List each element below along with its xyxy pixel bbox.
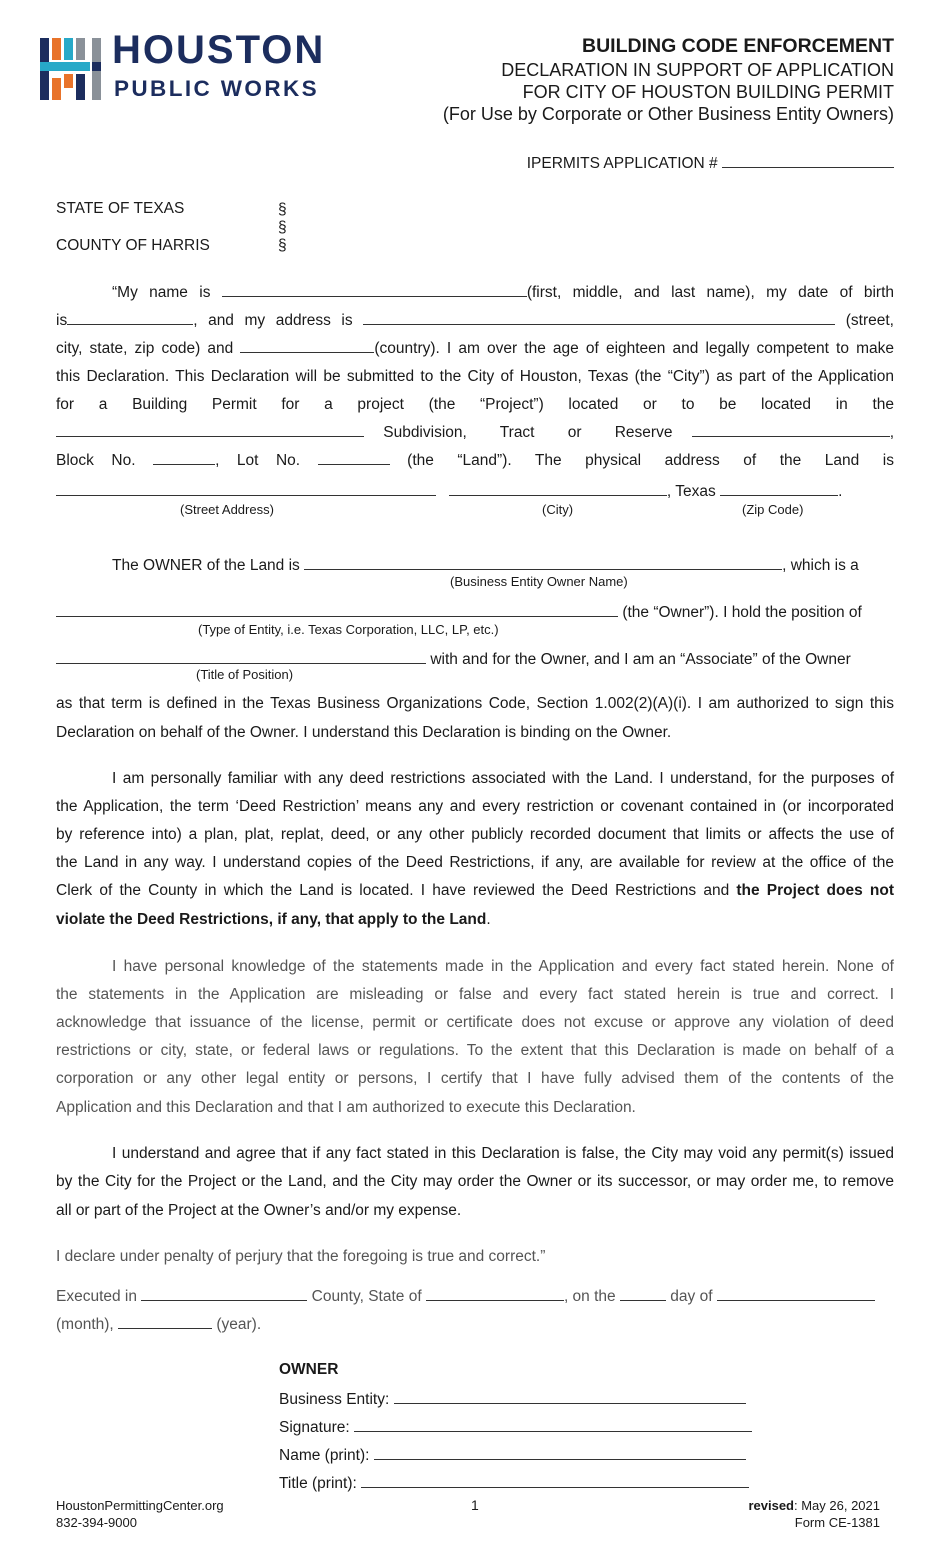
text: the Project does not — [736, 882, 894, 899]
knowledge-line1: I have personal knowledge of the statements made in the Application and every fact stated herein. None of — [112, 958, 894, 975]
text: Name (print): — [279, 1447, 370, 1464]
text: Block No. — [56, 452, 136, 469]
owner-line5: Declaration on behalf of the Owner. I understand this Declaration is binding on the Owner. — [56, 724, 672, 741]
text: . — [486, 911, 491, 928]
date-of-birth-field[interactable] — [67, 310, 193, 325]
void-line1: I understand and agree that if any fact stated in this Declaration is false, the City may void any permit(s) issued — [112, 1145, 894, 1162]
para1-line2 — [56, 307, 894, 335]
deed-line1: I am personally familiar with any deed restrictions associated with the Land. I understand, for the purposes of — [112, 770, 894, 787]
name-print-row — [279, 1445, 746, 1465]
city-caption: (City) — [542, 502, 574, 517]
text: The OWNER of the Land is — [112, 557, 300, 574]
executed-month-field[interactable] — [717, 1286, 875, 1301]
footer-website: HoustonPermittingCenter.org — [56, 1498, 224, 1513]
full-name-field[interactable] — [222, 282, 527, 297]
street-address-field[interactable] — [56, 481, 436, 496]
deed-line6 — [56, 911, 491, 929]
ipermits-application-row — [527, 153, 894, 173]
text: , — [889, 424, 894, 441]
text: (street, — [845, 312, 894, 329]
text: , which is a — [782, 557, 859, 574]
title-print-field[interactable] — [361, 1473, 749, 1488]
address-field[interactable] — [363, 310, 835, 325]
deed-line2: the Application, the term ‘Deed Restriction’ means any and every restriction or covenant contained in (or incorporated — [56, 798, 894, 815]
para1-line8 — [56, 481, 842, 501]
knowledge-line6: Application and this Declaration and that I am authorized to execute this Declaration. — [56, 1099, 636, 1116]
footer-phone: 832-394-9000 — [56, 1515, 137, 1530]
text: (country). I am over the age of eighteen and legally competent to make — [374, 340, 894, 357]
text: (the “Land”). The physical address of the Land is — [407, 452, 895, 469]
section-mark-2: § — [278, 219, 287, 236]
knowledge-line4: restrictions or city, state, or federal laws or regulations. To the extent that this Declaration is made on behalf of a — [56, 1042, 894, 1059]
text: (month), — [56, 1316, 114, 1333]
text: Clerk of the County in which the Land is located. I have reviewed the Deed Restrictions and — [56, 882, 730, 899]
logo — [40, 28, 360, 104]
text: revised — [748, 1498, 794, 1513]
text: city, state, zip code) and — [56, 340, 234, 357]
ipermits-label: IPERMITS APPLICATION # — [526, 155, 718, 172]
city-field[interactable] — [449, 481, 667, 496]
footer-form-number: Form CE-1381 — [794, 1515, 880, 1530]
form-subtitle-1: DECLARATION IN SUPPORT OF APPLICATION — [501, 60, 894, 80]
section-mark-1: § — [278, 201, 287, 218]
text: with and for the Owner, and I am an “Associate” of the Owner — [430, 651, 851, 668]
owner-heading: OWNER — [279, 1361, 339, 1378]
subdivision-field[interactable] — [56, 422, 364, 437]
zip-code-caption: (Zip Code) — [742, 502, 804, 517]
executed-state-field[interactable] — [426, 1286, 564, 1301]
signature-row — [279, 1417, 752, 1437]
executed-line2 — [56, 1314, 261, 1334]
zip-code-field[interactable] — [720, 481, 838, 496]
text: (first, middle, and last name), my date of birth — [526, 284, 895, 301]
text: : May 26, 2021 — [794, 1498, 880, 1513]
position-title-field[interactable] — [56, 649, 426, 664]
text: , on the — [563, 1288, 616, 1305]
entity-type-field[interactable] — [56, 602, 618, 617]
perjury-statement: I declare under penalty of perjury that the foregoing is true and correct.” — [56, 1248, 546, 1265]
state-label: STATE OF TEXAS — [56, 200, 185, 217]
title-print-row — [279, 1473, 749, 1493]
text: Subdivision, Tract or Reserve — [383, 424, 673, 441]
text: County, State of — [311, 1288, 422, 1305]
text: Title (print): — [279, 1475, 357, 1492]
logo-houston-text: HOUSTON — [112, 28, 326, 72]
form-subtitle-2: FOR CITY OF HOUSTON BUILDING PERMIT — [522, 82, 894, 102]
text: Executed in — [56, 1288, 137, 1305]
knowledge-line2: the statements in the Application are misleading or false and every fact stated herein is true and correct. I — [56, 986, 894, 1003]
footer-revised — [748, 1498, 880, 1513]
executed-county-field[interactable] — [141, 1286, 307, 1301]
para1-line6 — [56, 419, 894, 447]
text: is — [56, 312, 68, 329]
owner-line4: as that term is defined in the Texas Business Organizations Code, Section 1.002(2)(A)(i). I am authorized to sign this — [56, 695, 894, 712]
business-entity-field[interactable] — [394, 1389, 746, 1404]
text: Signature: — [279, 1419, 350, 1436]
deed-line3: by reference into) a plan, plat, replat, deed, or any other publicly recorded document that limits or affects the use of — [56, 826, 894, 843]
para1-line1 — [112, 279, 894, 307]
owner-name-field[interactable] — [304, 555, 782, 570]
street-address-caption: (Street Address) — [180, 502, 274, 517]
form-subtitle-3: (For Use by Corporate or Other Business Entity Owners) — [442, 104, 894, 124]
signature-field[interactable] — [354, 1417, 752, 1432]
executed-year-field[interactable] — [118, 1314, 212, 1329]
block-number-field[interactable] — [153, 450, 215, 465]
entity-type-caption: (Type of Entity, i.e. Texas Corporation, LLC, LP, etc.) — [198, 622, 499, 637]
owner-line3 — [56, 649, 851, 669]
name-print-field[interactable] — [374, 1445, 746, 1460]
executed-day-field[interactable] — [620, 1286, 666, 1301]
text: Business Entity: — [279, 1391, 390, 1408]
position-title-caption: (Title of Position) — [196, 667, 294, 682]
owner-line2 — [56, 602, 862, 622]
owner-line1 — [112, 555, 859, 575]
para1-line4: this Declaration. This Declaration will be submitted to the City of Houston, Texas (the “City”) as part of the Application — [56, 368, 894, 385]
executed-line1 — [56, 1286, 875, 1306]
text: , and my address is — [193, 312, 353, 329]
deed-line4: the Land in any way. I understand copies of the Deed Restrictions, if any, are available for review at the office of the — [56, 854, 894, 871]
text: day of — [670, 1288, 713, 1305]
tract-reserve-field[interactable] — [692, 422, 890, 437]
deed-line5 — [56, 877, 894, 905]
para1-line3 — [56, 335, 894, 363]
form-title: BUILDING CODE ENFORCEMENT — [582, 35, 894, 57]
logo-public-works-text: PUBLIC WORKS — [114, 76, 320, 101]
para1-line5: for a Building Permit for a project (the “Project”) located or to be located in the — [56, 396, 894, 413]
void-line2: by the City for the Project or the Land, and the City may order the Owner or its successor, or may order me, to remove — [56, 1173, 894, 1190]
text: violate the Deed Restrictions, if any, that apply to the Land — [56, 911, 487, 928]
text: (year). — [216, 1316, 262, 1333]
para1-line7 — [56, 447, 894, 475]
country-field[interactable] — [240, 338, 374, 353]
text: , Lot No. — [215, 452, 301, 469]
section-mark-3: § — [278, 237, 287, 254]
knowledge-line3: acknowledge that issuance of the license, permit or certificate does not excuse or approve any violation of deed — [56, 1014, 894, 1031]
houston-public-works-logo-icon — [40, 34, 102, 102]
ipermits-application-number-field[interactable] — [722, 153, 894, 168]
owner-name-caption: (Business Entity Owner Name) — [450, 574, 628, 589]
page-number: 1 — [471, 1497, 479, 1513]
void-line3: all or part of the Project at the Owner’s and/or my expense. — [56, 1202, 462, 1219]
text: (the “Owner”). I hold the position of — [622, 604, 862, 621]
text: , Texas — [666, 483, 716, 500]
text: “My name is — [112, 284, 211, 301]
text: . — [838, 483, 843, 500]
county-label: COUNTY OF HARRIS — [56, 237, 210, 254]
business-entity-row — [279, 1389, 746, 1409]
knowledge-line5: corporation or any other legal entity or persons, I certify that I have fully advised them of the contents of the — [56, 1070, 894, 1087]
lot-number-field[interactable] — [318, 450, 390, 465]
